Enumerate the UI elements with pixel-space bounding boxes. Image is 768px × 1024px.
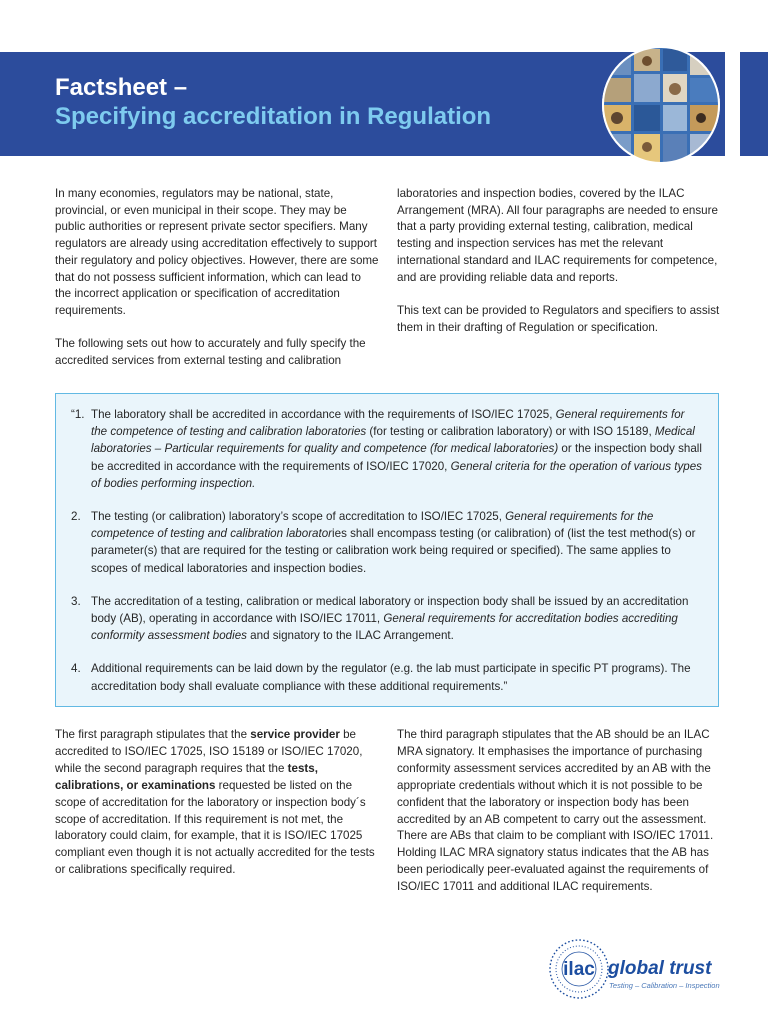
intro-left-column <box>55 186 380 386</box>
requirement-standard-title: General requirements for accreditation bodies accrediting conformity assessment bodies <box>91 612 678 643</box>
analysis-paragraph: The third paragraph stipulates that the AB should be an ILAC MRA signatory. It emphasises the importance of purchasing conformity assessment services accredited by an AB with the appropriate credentials without which it is not possible to be confident that the laboratory or inspection body has been accredited by an AB competent to carry out the assessment. There are ABs that claim to be compliant with ISO/IEC 17011. Holding ILAC MRA signatory status indicates that the AB has been periodically peer-evaluated against the requirements of ISO/IEC 17011 and additional ILAC requirements. <box>397 728 714 894</box>
page-title: Factsheet – <box>55 74 188 101</box>
intro-paragraph: The following sets out how to accurately and fully specify the accredited services from external testing and calibration <box>55 337 366 368</box>
analysis-text: be accredited to ISO/IEC 17025, ISO 15189 or ISO/IEC 17020, while the second paragraph requires that the <box>55 728 363 775</box>
analysis-left-column <box>55 727 380 896</box>
analysis-right-column <box>397 727 722 913</box>
requirement-text: The accreditation of a testing, calibration or medical laboratory or inspection body shall be issued by an accreditation body (AB), operating in accordance with ISO/IEC 17011, <box>91 594 689 626</box>
requirement-standard-title: Medical laboratories – Particular requirements for quality and competence (for medical laboratories) <box>91 425 695 456</box>
requirement-text: ies shall encompass testing (or calibration) of (list the test method(s) or parameter(s) that are required for the testing or calibration work being required or specified). The same applies to scopes of medical laboratories and inspection bodies. <box>91 527 696 575</box>
requirement-item <box>71 508 703 577</box>
requirement-text: The laboratory shall be accredited in accordance with the requirements of ISO/IEC 17025, <box>91 408 556 421</box>
requirement-item <box>71 660 703 694</box>
requirement-standard-title: General requirements for the competence of testing and calibration laboratories <box>91 408 685 439</box>
requirement-standard-title: General criteria for the operation of various types of bodies performing inspection. <box>91 459 702 490</box>
requirement-number: 3. <box>71 594 81 608</box>
logo-tagline: global trust <box>608 958 712 979</box>
logo-subtitle: Testing – Calibration – Inspection <box>609 981 720 990</box>
analysis-text: requested be listed on the scope of accreditation for the laboratory or inspection body´s scope of accreditation. If this requirement is not met, the laboratory could claim, for example, that it is ISO/IEC 17025 compliant even though it is not actually accredited for the tests or calibrations specifically required. <box>55 778 375 877</box>
header-banner-strip <box>740 52 768 156</box>
page-subtitle: Specifying accreditation in Regulation <box>55 103 492 130</box>
requirement-number: 4. <box>71 662 81 676</box>
ilac-logo-mark: ilac <box>563 959 595 980</box>
requirement-number: 2. <box>71 510 81 524</box>
requirements-box <box>55 393 719 707</box>
requirement-text: Additional requirements can be laid down by the regulator (e.g. the lab must participate in specific PT programs). The accreditation body shall evaluate compliance with these additional requirements.” <box>91 662 691 693</box>
intro-paragraph: In many economies, regulators may be national, state, provincial, or even municipal in their scope. They may be public authorities or represent private sector specifiers. Many regulators are already using accreditation effectively to support their regulatory and policy objectives. However, there are some that do not possess sufficient information, which can lead to the incorrect application or specification of accreditation requirements. <box>55 187 379 317</box>
requirement-number: “1. <box>71 408 85 421</box>
intro-paragraph: laboratories and inspection bodies, covered by the ILAC Arrangement (MRA). All four paragraphs are needed to ensure that a party providing external testing, calibration, medical testing and inspection services has met the relevant international standard and ILAC requirements for competence, and are providing reliable data and reports. <box>397 187 718 284</box>
requirement-text: or the inspection body shall be accredited in accordance with the requirements of ISO/IEC 17020, <box>91 442 702 473</box>
intro-right-column <box>397 186 722 353</box>
analysis-bold-term: service provider <box>250 728 340 741</box>
requirement-standard-title: General requirements for the competence of testing and calibration laborator <box>91 510 654 541</box>
analysis-text: The first paragraph stipulates that the <box>55 728 251 741</box>
requirement-text: and signatory to the ILAC Arrangement. <box>246 629 454 643</box>
requirement-text: (for testing or calibration laboratory) or with ISO 15189, <box>366 425 655 439</box>
intro-paragraph: This text can be provided to Regulators and specifiers to assist them in their drafting of Regulation or specification. <box>397 303 720 334</box>
requirement-item <box>71 593 703 645</box>
requirement-text: The testing (or calibration) laboratory’s scope of accreditation to ISO/IEC 17025, <box>91 510 506 524</box>
requirement-item <box>71 406 703 492</box>
analysis-paragraph <box>55 727 380 879</box>
globe-photo-collage-icon <box>601 45 721 165</box>
analysis-bold-term: tests, calibrations, or examinations <box>55 761 318 792</box>
